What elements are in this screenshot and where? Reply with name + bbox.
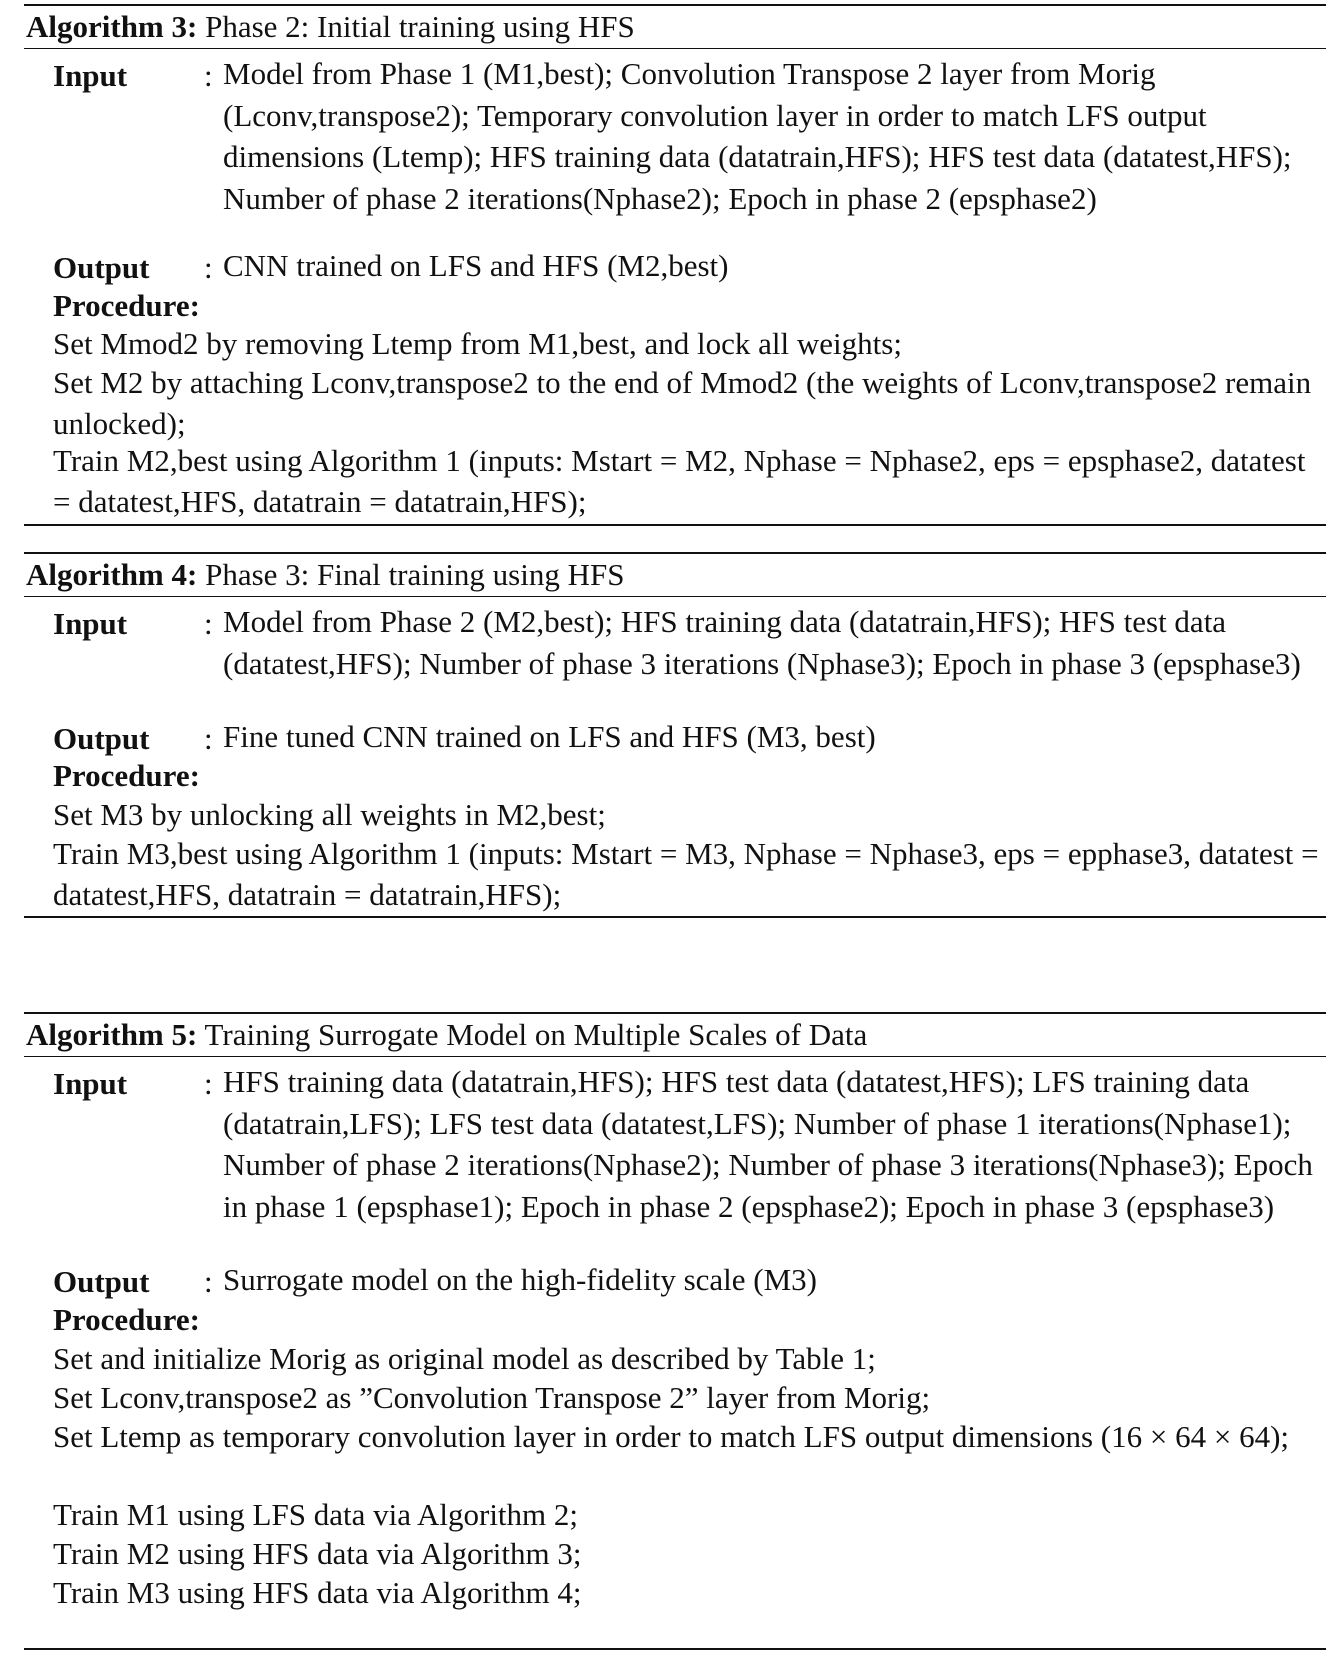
title-rule <box>24 48 1326 49</box>
procedure-step: Set Ltemp as temporary convolution layer in order to match LFS output dimensions (16 × 64 × 64); <box>53 1419 1290 1454</box>
procedure-step: Train M3 using HFS data via Algorithm 4; <box>53 1575 582 1610</box>
algorithm-title <box>26 558 624 592</box>
procedure-step: Train M1 using LFS data via Algorithm 2; <box>53 1497 579 1532</box>
procedure-step: Train M2,best using Algorithm 1 (inputs: Mstart = M2, Nphase = Nphase2, eps = epsphase2, datatest = datatest,HFS, datatrain = datatrain,HFS); <box>53 443 1306 519</box>
procedure-label: Procedure: <box>53 758 200 793</box>
procedure-step: Set and initialize Morig as original model as described by Table 1; <box>53 1341 876 1376</box>
output-colon: : <box>204 721 213 756</box>
algorithm-title <box>26 10 635 44</box>
top-rule <box>24 4 1326 6</box>
input-text: Model from Phase 1 (M1,best); Convolution Transpose 2 layer from Morig (Lconv,transpose2); Temporary convolution layer in order to match LFS output dimensions (Ltemp); HFS training data (datatrain,HFS); HFS test data (datatest,HFS); Number of phase 2 iterations(Nphase2); Epoch in phase 2 (epsphase2) <box>223 56 1292 216</box>
procedure-step: Set M3 by unlocking all weights in M2,best; <box>53 797 606 832</box>
algorithm-caption: Phase 3: Final training using HFS <box>205 557 625 592</box>
output-text: CNN trained on LFS and HFS (M2,best) <box>223 248 729 283</box>
input-colon: : <box>204 606 213 641</box>
input-colon: : <box>204 1066 213 1101</box>
input-label: Input <box>53 606 128 641</box>
algorithm-4-block <box>24 552 1326 912</box>
procedure-step: Train M2 using HFS data via Algorithm 3; <box>53 1536 582 1571</box>
top-rule <box>24 552 1326 554</box>
algorithm-5-block <box>24 1012 1326 1672</box>
title-rule <box>24 1056 1326 1057</box>
bottom-rule <box>24 524 1326 526</box>
procedure-label: Procedure: <box>53 1302 200 1337</box>
output-label: Output <box>53 1264 150 1299</box>
procedure-step: Set Mmod2 by removing Ltemp from M1,best, and lock all weights; <box>53 326 902 361</box>
algorithm-number: Algorithm 4: <box>26 557 198 592</box>
algorithm-caption: Training Surrogate Model on Multiple Scales of Data <box>204 1017 868 1052</box>
input-label: Input <box>53 58 128 93</box>
procedure-step: Set M2 by attaching Lconv,transpose2 to the end of Mmod2 (the weights of Lconv,transpose2 remain unlocked); <box>53 365 1312 441</box>
output-text: Fine tuned CNN trained on LFS and HFS (M3, best) <box>223 719 876 754</box>
procedure-step: Train M3,best using Algorithm 1 (inputs: Mstart = M3, Nphase = Nphase3, eps = epphase3, datatest = datatest,HFS, datatrain = datatrain,HFS); <box>53 836 1319 912</box>
input-label: Input <box>53 1066 128 1101</box>
procedure-step: Set Lconv,transpose2 as ”Convolution Transpose 2” layer from Morig; <box>53 1380 931 1415</box>
top-rule <box>24 1012 1326 1014</box>
input-colon: : <box>204 58 213 93</box>
algorithm-number: Algorithm 3: <box>26 9 198 44</box>
output-colon: : <box>204 250 213 285</box>
output-colon: : <box>204 1264 213 1299</box>
input-text: HFS training data (datatrain,HFS); HFS test data (datatest,HFS); LFS training data (datatrain,LFS); LFS test data (datatest,LFS); Number of phase 1 iterations(Nphase1); Number of phase 2 iterations(Nphase2); Number of phase 3 iterations(Nphase3); Epoch in phase 1 (epsphase1); Epoch in phase 2 (epsphase2); Epoch in phase 3 (epsphase3) <box>223 1064 1313 1224</box>
title-rule <box>24 596 1326 597</box>
bottom-rule <box>24 1648 1326 1650</box>
bottom-rule <box>24 916 1326 918</box>
algorithm-title <box>26 1018 867 1052</box>
output-label: Output <box>53 721 150 756</box>
algorithm-3-block <box>24 4 1326 564</box>
output-label: Output <box>53 250 150 285</box>
algorithm-caption: Phase 2: Initial training using HFS <box>205 9 635 44</box>
input-text: Model from Phase 2 (M2,best); HFS training data (datatrain,HFS); HFS test data (datatest,HFS); Number of phase 3 iterations (Nphase3); Epoch in phase 3 (epsphase3) <box>223 604 1301 681</box>
procedure-label: Procedure: <box>53 288 200 323</box>
algorithm-number: Algorithm 5: <box>26 1017 198 1052</box>
output-text: Surrogate model on the high-fidelity scale (M3) <box>223 1262 818 1297</box>
